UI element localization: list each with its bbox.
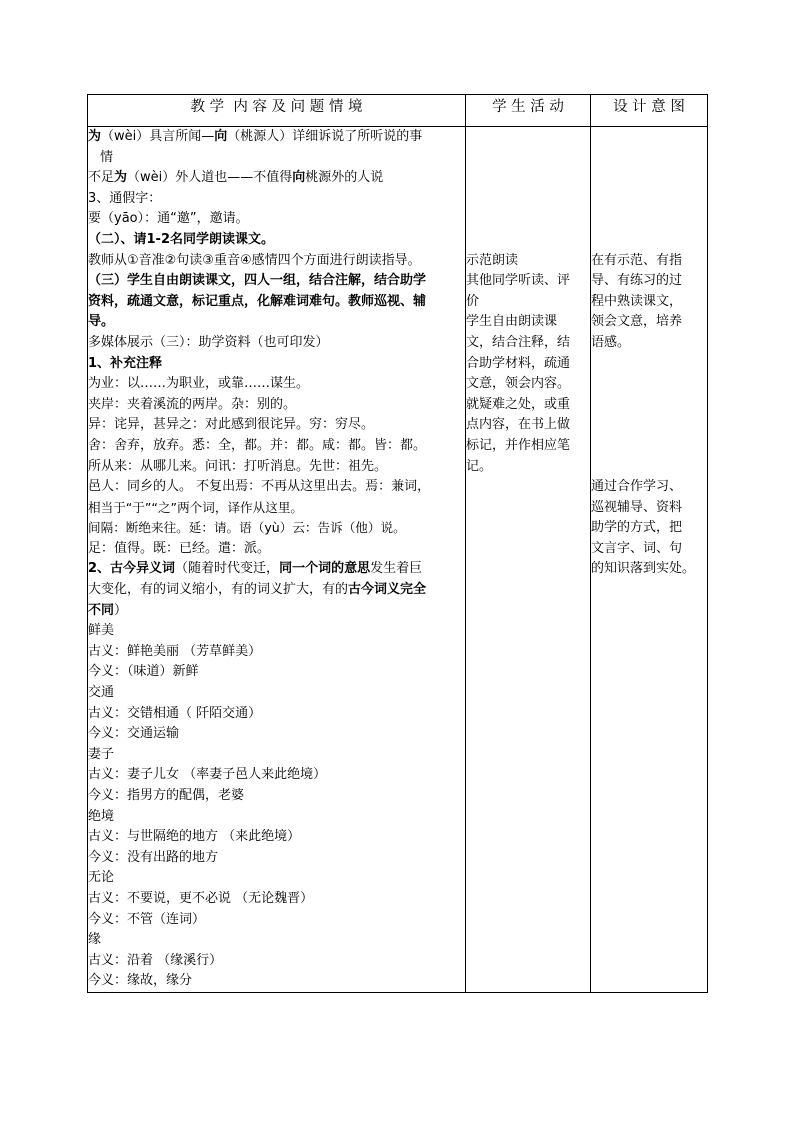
activity-line xyxy=(466,189,590,210)
activity-line xyxy=(466,148,590,169)
bold-text: 同一个词的意思 xyxy=(279,561,371,577)
activity-line: 记。 xyxy=(466,458,493,474)
text-segment: 发生着巨 xyxy=(370,561,423,577)
content-line xyxy=(88,209,465,230)
bold-text: 为 xyxy=(88,129,102,144)
text-segment: 所从来：从哪儿来。问讯：打听消息。先世：祖先。 xyxy=(88,458,388,474)
intent-line: 领会文意，培养 xyxy=(591,314,683,330)
content-line xyxy=(88,374,465,395)
bold-text: 为 xyxy=(114,170,128,186)
activity-line: 示范朗读 xyxy=(466,252,519,268)
text-segment: 教师从①音准②句读③重音④感情四个方面进行朗读指导。 xyxy=(88,252,421,268)
text-segment: 古义：不要说，更不必说 （无论魏晋） xyxy=(88,890,314,906)
content-line xyxy=(88,127,465,148)
text-segment: 间隔：断绝来往。延：请。语（yù）云：告诉（他）说。 xyxy=(88,520,406,536)
content-line xyxy=(88,292,465,313)
content-line xyxy=(88,415,465,436)
activity-line xyxy=(466,230,590,251)
content-line xyxy=(88,271,465,292)
header-content: 教 学 内 容 及 问 题 情 境 xyxy=(88,95,466,127)
text-segment: 绝境 xyxy=(88,808,115,824)
content-cell xyxy=(88,127,466,993)
header-intent: 设 计 意 图 xyxy=(591,95,708,127)
intent-line xyxy=(591,457,707,478)
bold-text: 不同 xyxy=(88,602,115,618)
bold-text: （二）、请1-2名同学朗读课文。 xyxy=(88,231,274,247)
content-line xyxy=(88,251,465,272)
text-segment: 鲜美 xyxy=(88,623,115,639)
text-segment: 桃源外的人说 xyxy=(305,170,384,186)
text-segment: 大变化，有的词义缩小，有的词义扩大，有的 xyxy=(88,582,349,598)
intent-line xyxy=(591,209,707,230)
text-segment: 相当于“于”“之”两个词，译作从这里。 xyxy=(88,499,304,515)
intent-line: 的知识落到实处。 xyxy=(591,561,696,577)
text-segment: 古义：与世隔绝的地方 （来此绝境） xyxy=(88,829,301,845)
intent-line xyxy=(591,374,707,395)
text-segment: 今义：指男方的配偶，老婆 xyxy=(88,788,245,803)
header-row xyxy=(88,95,708,127)
bold-text: 向 xyxy=(214,129,228,144)
text-segment: 古义：沿着 （缘溪行） xyxy=(88,952,223,968)
activity-line: 合助学材料，疏通 xyxy=(466,355,571,371)
content-line xyxy=(88,168,465,189)
text-segment: 古义：交错相通（ 阡陌交通） xyxy=(88,705,262,721)
activity-line: 学生自由朗读课 xyxy=(466,314,558,330)
content-line xyxy=(88,786,465,807)
content-line xyxy=(88,868,465,889)
text-segment: （随着时代变迁， xyxy=(175,561,280,577)
text-segment: 异：诧异，甚异之：对此感到很诧异。穷：穷尽。 xyxy=(88,417,375,433)
text-segment: 今义：交通运输 xyxy=(88,726,180,742)
activity-line: 价 xyxy=(466,293,480,309)
intent-line xyxy=(591,168,707,189)
content-line xyxy=(88,498,465,519)
activity-line xyxy=(466,209,590,230)
text-segment: 古义：妻子儿女 （率妻子邑人来此绝境） xyxy=(88,767,327,783)
text-segment: 缘 xyxy=(88,932,102,948)
content-line xyxy=(88,745,465,766)
content-line xyxy=(88,724,465,745)
header-activity: 学 生 活 动 xyxy=(466,95,591,127)
activity-cell xyxy=(466,127,591,993)
content-line xyxy=(88,148,465,169)
content-line xyxy=(88,539,465,560)
content-line xyxy=(88,662,465,683)
bold-text: 向 xyxy=(292,170,306,186)
intent-line xyxy=(591,148,707,169)
text-segment: 足：值得。既：已经。遣：派。 xyxy=(88,540,271,556)
text-segment: 舍：舍弃，放弃。悉：全，都。并：都。咸：都。皆：都。 xyxy=(88,437,427,453)
activity-line: 标记，并作相应笔 xyxy=(466,437,571,453)
activity-line: 文，结合注释，结 xyxy=(466,334,571,350)
intent-line: 程中熟读课文， xyxy=(591,293,683,309)
activity-line: 文意，领会内容。 xyxy=(466,376,571,392)
content-line xyxy=(88,621,465,642)
intent-cell xyxy=(591,127,708,993)
content-line xyxy=(88,848,465,869)
content-line xyxy=(88,312,465,333)
text-segment: 今义：缘故，缘分 xyxy=(88,973,193,989)
text-segment: 今义：不管（连词） xyxy=(88,911,206,927)
content-line xyxy=(88,230,465,251)
intent-line xyxy=(591,415,707,436)
text-segment: （桃源人）详细诉说了所听说的事 xyxy=(227,129,423,144)
lesson-table xyxy=(87,94,708,993)
content-line xyxy=(88,395,465,416)
bold-text: 古今词义完全 xyxy=(348,582,427,598)
text-segment: （wèi）具言所闻— xyxy=(101,129,215,144)
content-line xyxy=(88,189,465,210)
text-segment: 不足 xyxy=(88,170,115,186)
content-line xyxy=(88,642,465,663)
text-segment: ） xyxy=(114,602,128,618)
bold-text: 1、补充注释 xyxy=(88,355,163,371)
content-line xyxy=(88,580,465,601)
intent-line: 在有示范、有指 xyxy=(591,252,683,268)
text-segment: 无论 xyxy=(88,870,115,886)
content-line xyxy=(88,765,465,786)
bold-text: 导。 xyxy=(88,314,115,330)
content-line xyxy=(88,951,465,972)
content-line xyxy=(88,518,465,539)
intent-line: 通过合作学习、 xyxy=(591,479,683,495)
text-segment: 今义：没有出路的地方 xyxy=(88,849,219,865)
intent-line xyxy=(591,436,707,457)
text-segment: 为业：以……为职业，或靠……谋生。 xyxy=(88,376,310,392)
content-line xyxy=(88,971,465,992)
activity-line: 点内容，在书上做 xyxy=(466,417,571,433)
intent-line xyxy=(591,230,707,251)
content-line xyxy=(88,704,465,725)
bold-text: 资料，疏通文意，标记重点，化解难词难句。教师巡视、辅 xyxy=(88,293,427,309)
intent-line: 文言字、词、句 xyxy=(591,540,683,556)
intent-line: 巡视辅导、资料 xyxy=(591,499,683,515)
content-line xyxy=(88,827,465,848)
text-segment: 3、通假字： xyxy=(88,190,162,206)
text-segment: （wèi）外人道也——不值得 xyxy=(127,170,293,186)
text-segment: 夹岸：夹着溪流的两岸。杂：别的。 xyxy=(88,396,297,412)
content-line xyxy=(88,683,465,704)
text-segment: 交通 xyxy=(88,685,115,701)
text-segment: 要（yāo）：通“邀”，邀请。 xyxy=(88,211,249,227)
content-line xyxy=(88,807,465,828)
intent-line xyxy=(591,189,707,210)
content-line xyxy=(88,889,465,910)
activity-line xyxy=(466,127,590,148)
bold-text: （三）学生自由朗读课文，四人一组，结合注解，结合助学 xyxy=(88,273,427,289)
text-segment: 邑人：同乡的人。 不复出焉：不再从这里出去。焉：兼词， xyxy=(88,479,431,495)
text-segment: 妻子 xyxy=(88,746,115,762)
content-line xyxy=(88,601,465,622)
content-line xyxy=(88,559,465,580)
intent-line: 助学的方式，把 xyxy=(591,520,683,536)
text-segment: 古义：鲜艳美丽 （芳草鲜美） xyxy=(88,643,262,659)
text-segment: 情 xyxy=(100,149,114,165)
text-segment: 多媒体展示（三）：助学资料（也可印发） xyxy=(88,334,329,350)
bold-text: 2、古今异义词 xyxy=(88,561,176,577)
intent-line xyxy=(591,127,707,148)
activity-line xyxy=(466,168,590,189)
content-line xyxy=(88,457,465,478)
content-line xyxy=(88,436,465,457)
intent-line xyxy=(591,354,707,375)
content-line xyxy=(88,333,465,354)
intent-line xyxy=(591,395,707,416)
text-segment: 今义：（味道）新鲜 xyxy=(88,664,199,680)
activity-line: 就疑难之处，或重 xyxy=(466,396,571,412)
body-row xyxy=(88,127,708,993)
intent-line: 语感。 xyxy=(591,334,631,350)
content-line xyxy=(88,354,465,375)
activity-line: 其他同学听读、评 xyxy=(466,273,571,289)
content-line xyxy=(88,477,465,498)
content-line xyxy=(88,930,465,951)
content-line xyxy=(88,910,465,931)
intent-line: 导、有练习的过 xyxy=(591,273,683,289)
